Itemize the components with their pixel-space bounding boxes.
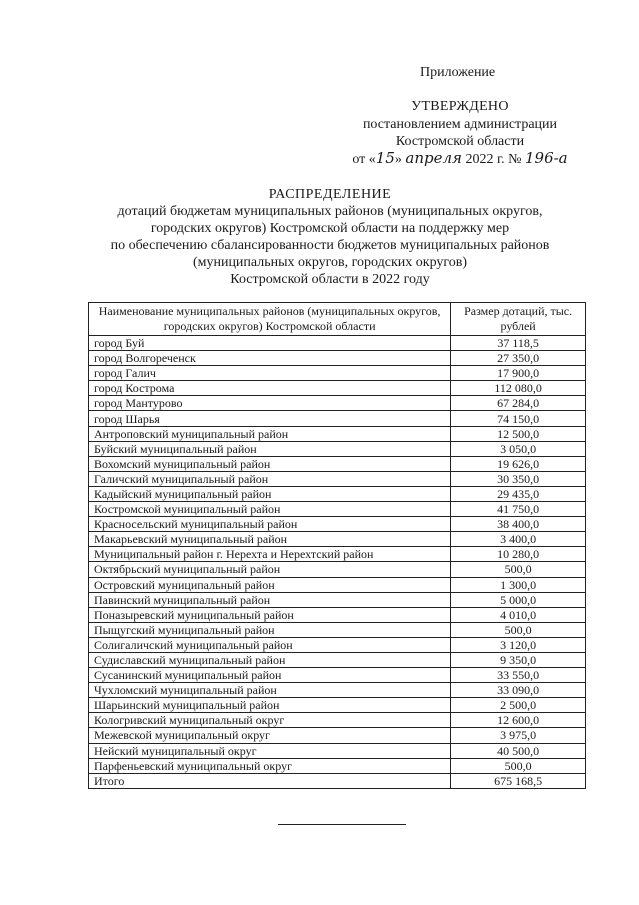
title-heading: РАСПРЕДЕЛЕНИЕ <box>268 187 392 202</box>
title-line-5: Костромской области в 2022 году <box>230 272 430 287</box>
decree-block <box>330 116 590 167</box>
municipality-name: Пыщугский муниципальный район <box>89 622 451 637</box>
decree-number-handwritten: 196-а <box>524 149 568 167</box>
column-header-municipality: Наименование муниципальных районов (муниципальных округов, городских округов) Костромской области <box>89 303 451 336</box>
table-row <box>89 502 586 517</box>
subsidy-amount: 27 350,0 <box>451 351 586 366</box>
title-line-2: городских округов) Костромской области на поддержку мер <box>150 221 510 236</box>
table-row <box>89 426 586 441</box>
subsidy-amount: 9 350,0 <box>451 652 586 667</box>
table-row <box>89 683 586 698</box>
municipality-name: город Галич <box>89 366 451 381</box>
subsidy-amount: 19 626,0 <box>451 456 586 471</box>
municipality-name: Галичский муниципальный район <box>89 471 451 486</box>
subsidy-amount: 2 500,0 <box>451 698 586 713</box>
table-row <box>89 592 586 607</box>
date-month-handwritten: апреля <box>405 149 462 167</box>
municipality-name: город Шарья <box>89 411 451 426</box>
subsidy-amount: 10 280,0 <box>451 547 586 562</box>
municipality-name: Муниципальный район г. Нерехта и Нерехтский район <box>89 547 451 562</box>
municipality-name: Чухломский муниципальный район <box>89 683 451 698</box>
table-row <box>89 441 586 456</box>
table-row <box>89 396 586 411</box>
table-row <box>89 637 586 652</box>
table-row <box>89 471 586 486</box>
subsidy-amount: 500,0 <box>451 758 586 773</box>
table-body <box>89 336 586 789</box>
municipality-name: Судиславский муниципальный район <box>89 652 451 667</box>
subsidy-amount: 675 168,5 <box>451 773 586 788</box>
end-separator-line <box>278 824 406 825</box>
decree-date-line <box>330 150 590 167</box>
subsidy-amount: 33 550,0 <box>451 668 586 683</box>
subsidy-amount: 41 750,0 <box>451 502 586 517</box>
title-line-1: дотаций бюджетам муниципальных районов (муниципальных округов, <box>117 204 543 219</box>
table-row <box>89 743 586 758</box>
table-row <box>89 336 586 351</box>
subsidy-amount: 3 400,0 <box>451 532 586 547</box>
table-header-row <box>89 303 586 336</box>
subsidy-amount: 3 120,0 <box>451 637 586 652</box>
table-row <box>89 381 586 396</box>
table-row <box>89 728 586 743</box>
table-row <box>89 773 586 788</box>
municipality-name: Костромской муниципальный район <box>89 502 451 517</box>
subsidy-amount: 1 300,0 <box>451 577 586 592</box>
municipality-name: Кологривский муниципальный округ <box>89 713 451 728</box>
table-row <box>89 547 586 562</box>
table-row <box>89 607 586 622</box>
distribution-table <box>88 302 586 789</box>
decree-line-2: Костромской области <box>395 134 525 149</box>
municipality-name: Сусанинский муниципальный район <box>89 668 451 683</box>
subsidy-amount: 5 000,0 <box>451 592 586 607</box>
municipality-name: Вохомский муниципальный район <box>89 456 451 471</box>
approved-label: УТВЕРЖДЕНО <box>411 99 509 114</box>
table-row <box>89 668 586 683</box>
title-line-4: (муниципальных округов, городских округов) <box>192 255 468 270</box>
table-row <box>89 366 586 381</box>
subsidy-amount: 12 600,0 <box>451 713 586 728</box>
municipality-name: город Волгореченск <box>89 351 451 366</box>
document-title <box>60 186 600 288</box>
municipality-name: Буйский муниципальный район <box>89 441 451 456</box>
subsidy-amount: 500,0 <box>451 622 586 637</box>
municipality-name: город Кострома <box>89 381 451 396</box>
subsidy-amount: 4 010,0 <box>451 607 586 622</box>
municipality-name: Павинский муниципальный район <box>89 592 451 607</box>
subsidy-amount: 3 975,0 <box>451 728 586 743</box>
table-row <box>89 758 586 773</box>
municipality-name: Парфеньевский муниципальный округ <box>89 758 451 773</box>
subsidy-amount: 37 118,5 <box>451 336 586 351</box>
subsidy-amount: 3 050,0 <box>451 441 586 456</box>
municipality-name: Нейский муниципальный округ <box>89 743 451 758</box>
municipality-name: город Буй <box>89 336 451 351</box>
table-row <box>89 486 586 501</box>
table-row <box>89 562 586 577</box>
municipality-name: Островский муниципальный район <box>89 577 451 592</box>
municipality-name: Макарьевский муниципальный район <box>89 532 451 547</box>
subsidy-amount: 12 500,0 <box>451 426 586 441</box>
title-line-3: по обеспечению сбалансированности бюджетов муниципальных районов <box>110 238 550 253</box>
subsidy-amount: 17 900,0 <box>451 366 586 381</box>
subsidy-amount: 67 284,0 <box>451 396 586 411</box>
municipality-name: Шарьинский муниципальный район <box>89 698 451 713</box>
municipality-name: Антроповский муниципальный район <box>89 426 451 441</box>
municipality-name: город Мантурово <box>89 396 451 411</box>
date-prefix: от « <box>352 152 376 167</box>
municipality-name: Итого <box>89 773 451 788</box>
table-row <box>89 622 586 637</box>
table-row <box>89 456 586 471</box>
municipality-name: Межевской муниципальный округ <box>89 728 451 743</box>
table-row <box>89 517 586 532</box>
subsidy-amount: 30 350,0 <box>451 471 586 486</box>
municipality-name: Поназыревский муниципальный район <box>89 607 451 622</box>
municipality-name: Красносельский муниципальный район <box>89 517 451 532</box>
date-day-handwritten: 15 <box>375 149 395 167</box>
table-row <box>89 532 586 547</box>
subsidy-amount: 112 080,0 <box>451 381 586 396</box>
date-year: 2022 г. № <box>461 152 525 167</box>
subsidy-amount: 74 150,0 <box>451 411 586 426</box>
date-mid: » <box>394 152 406 167</box>
table-row <box>89 577 586 592</box>
appendix-label: Приложение <box>420 65 496 80</box>
table-row <box>89 698 586 713</box>
table-row <box>89 411 586 426</box>
subsidy-amount: 33 090,0 <box>451 683 586 698</box>
column-header-amount: Размер дотаций, тыс. рублей <box>451 303 586 336</box>
municipality-name: Октябрьский муниципальный район <box>89 562 451 577</box>
subsidy-amount: 29 435,0 <box>451 486 586 501</box>
decree-line-1: постановлением администрации <box>362 117 558 132</box>
subsidy-amount: 40 500,0 <box>451 743 586 758</box>
municipality-name: Кадыйский муниципальный район <box>89 486 451 501</box>
table-row <box>89 652 586 667</box>
municipality-name: Солигаличский муниципальный район <box>89 637 451 652</box>
table-row <box>89 351 586 366</box>
subsidy-amount: 38 400,0 <box>451 517 586 532</box>
subsidy-amount: 500,0 <box>451 562 586 577</box>
table-row <box>89 713 586 728</box>
